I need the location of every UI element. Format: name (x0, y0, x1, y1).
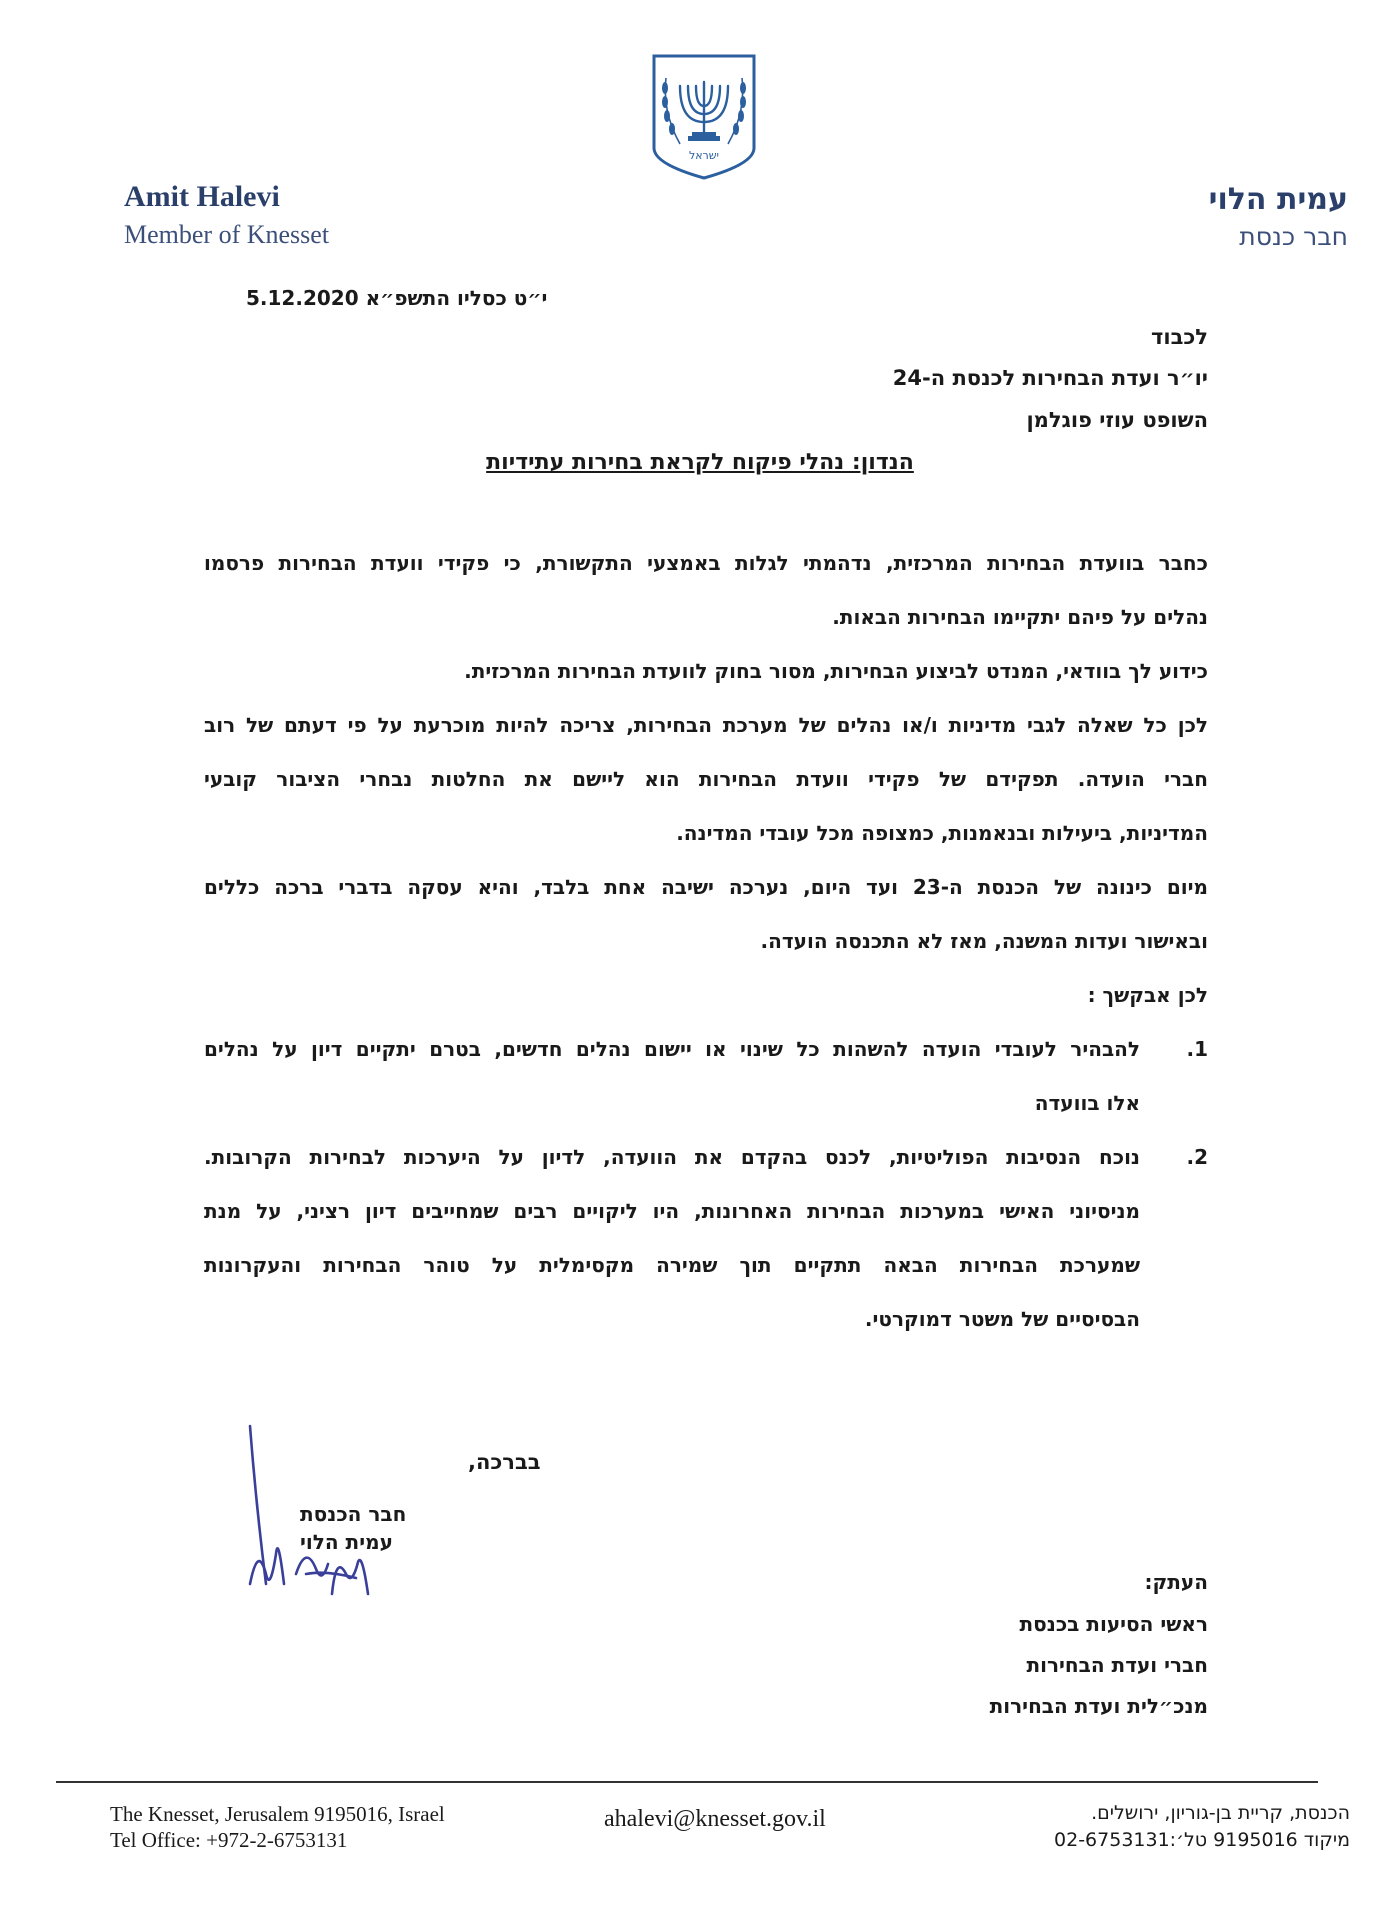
item-line: אלו בוועדה (1034, 1091, 1140, 1115)
footer-phone-he: מיקוד 9195016 טל׳:02-6753131 (1054, 1829, 1350, 1851)
item-line: מניסיוני האישי במערכות הבחירות האחרונות, היו ליקויים רבים שמחייבים דיון רציני, על מנת (204, 1199, 1140, 1223)
body-line: לכן אבקשך : (1087, 983, 1208, 1007)
item-number: 1. (1186, 1037, 1208, 1061)
item-line: להבהיר לעובדי הועדה להשהות כל שינוי או יישום נהלים חדשים, בטרם יתקיים דיון על נהלים (204, 1037, 1140, 1061)
addressee-label: לכבוד (1151, 325, 1208, 349)
body-line: ובאישור ועדות המשנה, מאז לא התכנסה הועדה. (760, 929, 1208, 953)
item-number: 2. (1186, 1145, 1208, 1169)
body-line: כידוע לך בוודאי, המנדט לביצוע הבחירות, מסור בחוק לוועדת הבחירות המרכזית. (464, 659, 1208, 683)
signer-name: עמית הלוי (300, 1530, 393, 1554)
cc-label: העתק: (1144, 1570, 1208, 1594)
footer-email[interactable]: ahalevi@knesset.gov.il (604, 1806, 826, 1832)
footer-address-he: הכנסת, קריית בן-גוריון, ירושלים. (1091, 1802, 1350, 1824)
letter-date: י״ט כסליו התשפ״א 5.12.2020 (246, 286, 548, 310)
closing-greeting: בברכה, (468, 1450, 541, 1474)
cc-item: ראשי הסיעות בכנסת (1019, 1612, 1208, 1636)
request-item-1 (204, 1037, 1208, 1137)
item-line: נוכח הנסיבות הפוליטיות, לכנס בהקדם את הוועדה, לדיון על היערכות לבחירות הקרובות. (204, 1145, 1140, 1169)
sender-name-en: Amit Halevi (124, 180, 280, 213)
sender-role-he: חבר כנסת (1239, 222, 1348, 251)
cc-item: מנכ״לית ועדת הבחירות (989, 1694, 1208, 1718)
cc-item: חברי ועדת הבחירות (1026, 1653, 1208, 1677)
body-line: כחבר בוועדת הבחירות המרכזית, נדהמתי לגלות באמצעי התקשורת, כי פקידי וועדת הבחירות פרסמו (204, 551, 1208, 575)
request-item-2 (204, 1145, 1208, 1365)
body-line: לכן כל שאלה לגבי מדיניות ו/או נהלים של מערכת הבחירות, צריכה להיות מוכרעת על פי דעתם של רוב (204, 713, 1208, 737)
addressee-line-2: השופט עוזי פוגלמן (1026, 408, 1208, 432)
item-line: שמערכת הבחירות הבאה תתקיים תוך שמירה מקסימלית על טוהר הבחירות והעקרונות (204, 1253, 1140, 1277)
body-line: נהלים על פיהם יתקיימו הבחירות הבאות. (832, 605, 1208, 629)
signer-title: חבר הכנסת (300, 1502, 407, 1526)
sender-role-en: Member of Knesset (124, 220, 330, 249)
emblem-caption: ישראל (688, 149, 720, 162)
footer-address-en: The Knesset, Jerusalem 9195016, Israel (110, 1802, 445, 1826)
menorah-emblem-icon (650, 52, 758, 182)
footer-divider (56, 1781, 1318, 1783)
sender-name-he: עמית הלוי (1208, 182, 1348, 217)
item-line: הבסיסיים של משטר דמוקרטי. (864, 1307, 1140, 1331)
body-line: מיום כינונה של הכנסת ה-23 ועד היום, נערכה ישיבה אחת בלבד, והיא עסקה בדברי ברכה כללים (204, 875, 1208, 899)
body-line: המדיניות, ביעילות ובנאמנות, כמצופה מכל עובדי המדינה. (676, 821, 1208, 845)
footer-phone-en: Tel Office: +972-2-6753131 (110, 1828, 348, 1852)
letter-subject: הנדון: נהלי פיקוח לקראת בחירות עתידיות (486, 450, 914, 475)
body-line: חברי הועדה. תפקידם של פקידי וועדת הבחירות הוא ליישם את החלטות נבחרי הציבור קובעי (204, 767, 1208, 791)
addressee-line-1: יו״ר ועדת הבחירות לכנסת ה-24 (892, 366, 1208, 390)
